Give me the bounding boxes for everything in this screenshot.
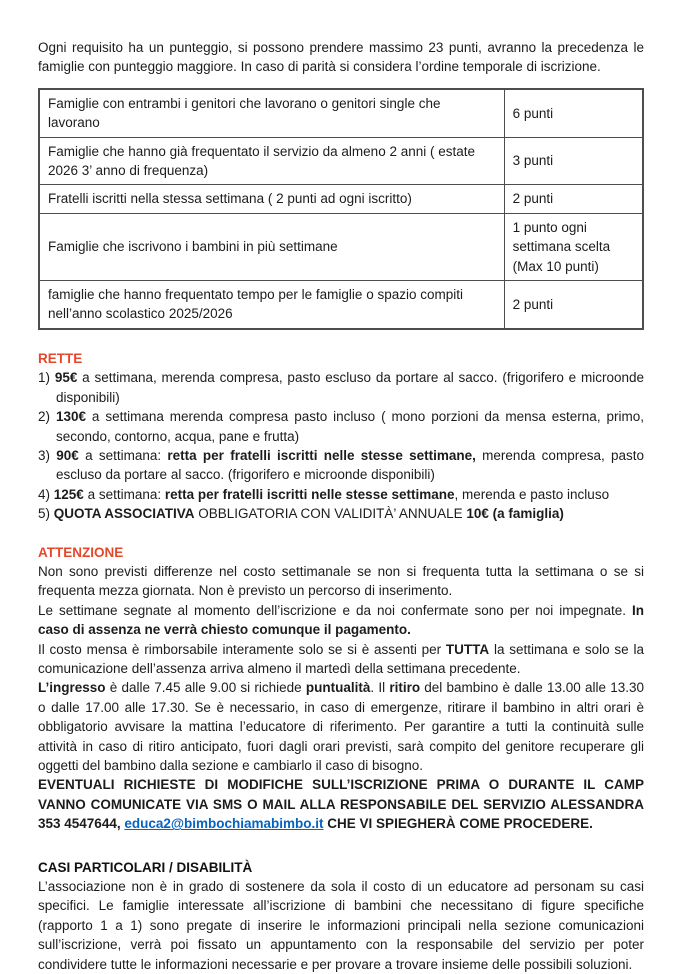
text-run: retta per fratelli iscritti nelle stesse settimane — [164, 486, 455, 502]
rette-list — [38, 368, 644, 523]
points-cell: 1 punto ogni settimana scelta (Max 10 punti) — [504, 213, 643, 280]
text-run: , merenda e pasto incluso — [454, 486, 610, 502]
text-run: è dalle 7.45 alle 9.00 si richiede — [105, 680, 306, 696]
text-run: . Il — [370, 680, 390, 696]
item-text — [56, 448, 644, 482]
text-run: 95€ — [54, 370, 78, 386]
rette-item — [38, 446, 644, 485]
paragraph — [38, 678, 644, 775]
points-cell: 2 punti — [504, 185, 643, 213]
casi-heading: CASI PARTICOLARI / DISABILITÀ — [38, 859, 253, 875]
item-text — [55, 370, 644, 404]
text-run: a settimana merenda compresa pasto incluso ( mono porzioni da mensa esterna, primo, secondo, contorno, acqua, pane e frutta) — [56, 409, 644, 444]
text-run: del bambino è dalle 13.00 alle 13.30 o dalle 17.00 alle 17.30. Se è necessario, in caso di emergenze, ritirare il bambino in altri orari è obbligatorio avvisare la mattina l’educatore di riferimento. Per garantire a tutti la continuità sulle attività in caso di ritiro anticipato, fuori dagli orari previsti, sarà compito del genitore recuperare gli oggetti del bambino dalla sezione e cambiarlo il caso di bisogno. — [38, 680, 644, 773]
rette-item — [38, 485, 644, 504]
text-run: TUTTA — [445, 641, 490, 657]
points-table — [38, 88, 644, 330]
text-run: a settimana, merenda compresa, pasto escluso da portare al sacco. (frigorifero e microonde disponibili) — [56, 370, 644, 405]
paragraph — [38, 640, 644, 679]
attenzione-body — [38, 562, 644, 834]
points-cell: 2 punti — [504, 281, 643, 329]
rette-item — [38, 407, 644, 446]
table-row — [39, 281, 643, 329]
table-row — [39, 89, 643, 137]
text-run: ritiro — [389, 680, 421, 696]
paragraph — [38, 601, 644, 640]
rette-item — [38, 504, 644, 523]
points-cell: 6 punti — [504, 89, 643, 137]
casi-paragraph — [38, 877, 644, 974]
text-run: a settimana: — [78, 447, 168, 463]
text-run: retta per fratelli iscritti nelle stesse settimane, — [167, 447, 476, 463]
text-run: merenda compresa, pasto escluso da portare al sacco. (frigorifero e microonde disponibili) — [56, 447, 645, 483]
text-run: L’ingresso — [38, 680, 106, 696]
text-run: a settimana: — [83, 486, 165, 502]
text-run: 130€ — [55, 409, 86, 425]
text-run: 125€ — [53, 486, 84, 502]
text-run: EVENTUALI RICHIESTE DI MODIFICHE SULL’ISCRIZIONE PRIMA O DURANTE IL CAMP VANNO COMUNICATE VIA SMS O MAIL ALLA RESPONSABILE DEL SERVIZIO ALESSANDRA 353 4547644, — [38, 777, 644, 832]
item-number: 3) — [38, 447, 57, 463]
text-run: Non sono previsti differenze nel costo settimanale se non si frequenta tutta la settimana o se si frequenta mezza giornata. Non è previsto un percorso di inserimento. — [38, 563, 644, 599]
item-number: 1) — [38, 370, 55, 386]
text-run: QUOTA ASSOCIATIVA — [53, 506, 195, 522]
attenzione-heading: ATTENZIONE — [38, 544, 124, 560]
intro-paragraph: Ogni requisito ha un punteggio, si possono prendere massimo 23 punti, avranno la precedenza le famiglie con punteggio maggiore. In caso di parità si considera l’ordine temporale di iscrizione. — [38, 40, 644, 75]
paragraph — [38, 775, 644, 833]
criteria-cell: Famiglie con entrambi i genitori che lavorano o genitori single che lavorano — [39, 89, 504, 137]
text-run: 90€ — [56, 447, 79, 463]
rette-heading: RETTE — [38, 350, 83, 366]
item-text — [54, 487, 609, 502]
table-row — [39, 185, 643, 213]
table-row — [39, 137, 643, 185]
points-cell: 3 punti — [504, 137, 643, 185]
text-run: In caso di assenza ne verrà chiesto comunque il pagamento. — [38, 602, 644, 638]
criteria-cell: Famiglie che hanno già frequentato il servizio da almeno 2 anni ( estate 2026 3’ anno di frequenza) — [39, 137, 504, 185]
item-text — [56, 409, 644, 443]
text-run: la settimana e solo se la comunicazione dell’assenza arriva almeno il martedì della settimana precedente. — [38, 641, 644, 676]
text-run: 10€ (a famiglia) — [466, 506, 564, 522]
text-run: puntualità — [305, 680, 371, 696]
item-number: 2) — [38, 409, 56, 425]
item-text — [54, 506, 564, 521]
criteria-cell: Fratelli iscritti nella stessa settimana ( 2 punti ad ogni iscritto) — [39, 185, 504, 213]
paragraph — [38, 562, 644, 601]
text-run: Il costo mensa è rimborsabile interamente solo se si è assenti per — [38, 641, 446, 657]
text-run: Le settimane segnate al momento dell’iscrizione e da noi confermate sono per noi impegnate. — [38, 602, 632, 618]
criteria-cell: famiglie che hanno frequentato tempo per le famiglie o spazio compiti nell’anno scolastico 2025/2026 — [39, 281, 504, 329]
text-run: L’associazione non è in grado di sostenere da sola il costo di un educatore ad personam su casi specifici. Le famiglie interessate all’iscrizione di bambini che necessitano di figure specifiche (rapporto 1 a 1) sono pregate di inserire le informazioni principali nella sezione comunicazioni sull’iscrizione, verrà poi fissato un appuntamento con la responsabile del servizio per poter condividere tutte le informazioni necessarie e per provare a trovare insieme delle possibili soluzioni. — [38, 879, 644, 972]
item-number: 4) — [38, 486, 54, 502]
email-link[interactable]: educa2@bimbochiamabimbo.it — [124, 816, 324, 832]
text-run: CHE VI SPIEGHERÀ COME PROCEDERE. — [323, 816, 593, 832]
item-number: 5) — [38, 506, 54, 522]
criteria-cell: Famiglie che iscrivono i bambini in più settimane — [39, 213, 504, 280]
rette-item — [38, 368, 644, 407]
table-row — [39, 213, 643, 280]
text-run: OBBLIGATORIA CON VALIDITÀ’ ANNUALE — [194, 506, 467, 522]
